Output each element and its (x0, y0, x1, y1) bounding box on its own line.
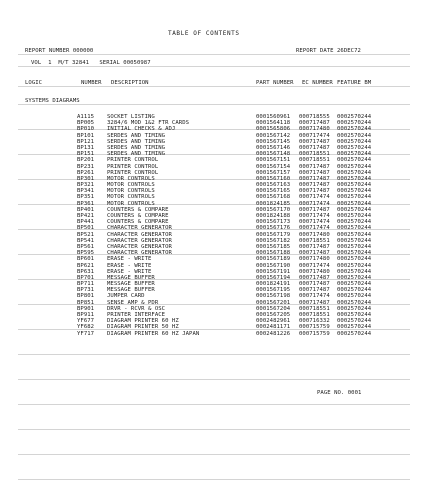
row-number: BP561 (77, 243, 95, 250)
row-ec-number: 000717474 (299, 293, 330, 300)
row-description: CHARACTER GENERATOR (107, 250, 172, 257)
row-ec-number: 000717480 (299, 231, 330, 238)
row-description: ERASE - WRITE (107, 256, 152, 263)
row-feature: 0002570244 (337, 132, 372, 139)
row-feature: 0002570244 (337, 305, 372, 312)
row-feature: 0002570244 (337, 281, 372, 288)
row-feature: 0002570244 (337, 126, 372, 133)
row-description: MOTOR CONTROLS (107, 175, 155, 182)
row-part-number: 0001567179 (256, 231, 291, 238)
row-feature: 0002570244 (337, 175, 372, 182)
row-ec-number: 000717480 (299, 256, 330, 263)
row-description: CHARACTER GENERATOR (107, 225, 172, 232)
row-part-number: 0001567176 (256, 225, 291, 232)
row-number: BP731 (77, 287, 95, 294)
row-ec-number: 000717474 (299, 262, 330, 269)
row-part-number: 0002481171 (256, 324, 291, 331)
row-feature: 0002570244 (337, 163, 372, 170)
row-feature: 0002570244 (337, 299, 372, 306)
row-feature: 0002570244 (337, 157, 372, 164)
row-number: BP851 (77, 299, 95, 306)
row-feature: 0002570244 (337, 182, 372, 189)
row-number: BP261 (77, 169, 95, 176)
row-feature: 0002570244 (337, 268, 372, 275)
row-part-number: 0001567165 (256, 188, 291, 195)
row-description: MOTOR CONTROLS (107, 194, 155, 201)
row-number: BP101 (77, 132, 95, 139)
divider (18, 66, 410, 67)
row-feature: 0002570244 (337, 206, 372, 213)
row-description: PRINTER CONTROL (107, 169, 159, 176)
row-number: BP201 (77, 157, 95, 164)
row-number: BP231 (77, 163, 95, 170)
row-ec-number: 000718555 (299, 114, 330, 120)
row-feature: 0002570244 (337, 237, 372, 244)
row-part-number: 0001567157 (256, 169, 291, 176)
row-number: BP401 (77, 206, 95, 213)
row-number: YF677 (77, 318, 95, 325)
row-number: BP801 (77, 293, 95, 300)
row-description: SERDES AND TIMING (107, 144, 166, 151)
row-feature: 0002570244 (337, 200, 372, 207)
contents-table (0, 114, 422, 337)
row-feature: 0002570244 (337, 262, 372, 269)
divider (18, 54, 410, 55)
row-description: DIAGRAM PRINTER 50 HZ (107, 324, 179, 331)
row-part-number: 0001567170 (256, 206, 291, 213)
row-feature: 0002570244 (337, 144, 372, 151)
row-description: SERDES AND TIMING (107, 132, 166, 139)
row-part-number: 0001567189 (256, 256, 291, 263)
row-feature: 0002570244 (337, 330, 372, 337)
row-description: INITIAL CHECKS & ADJ (107, 126, 176, 133)
row-description: MOTOR CONTROLS (107, 188, 155, 195)
row-ec-number: 000717474 (299, 225, 330, 232)
row-feature: 0002570244 (337, 194, 372, 201)
row-number: YF717 (77, 330, 95, 337)
row-part-number: 0001567195 (256, 287, 291, 294)
row-description: SERDES AND TIMING (107, 151, 166, 158)
row-ec-number: 000717474 (299, 132, 330, 139)
row-ec-number: 000717487 (299, 274, 330, 281)
column-header-description: DESCRIPTION (111, 80, 149, 86)
row-number: BP541 (77, 237, 95, 244)
column-header-logic: LOGIC (25, 80, 43, 86)
row-description: COUNTERS & COMPARE (107, 206, 169, 213)
column-header-number: NUMBER (81, 80, 102, 86)
row-ec-number: 000717487 (299, 206, 330, 213)
row-number: BP901 (77, 305, 95, 312)
divider (18, 104, 410, 105)
row-number: BP151 (77, 151, 95, 158)
row-feature: 0002570244 (337, 225, 372, 232)
row-number: BP341 (77, 188, 95, 195)
row-part-number: 0001567148 (256, 151, 291, 158)
row-part-number: 0001567201 (256, 299, 291, 306)
row-part-number: 0002482961 (256, 318, 291, 325)
row-feature: 0002570244 (337, 114, 372, 120)
row-number: BP361 (77, 200, 95, 207)
row-part-number: 0001567188 (256, 250, 291, 257)
row-ec-number: 000717474 (299, 213, 330, 219)
row-part-number: 0001824185 (256, 200, 291, 207)
row-number: BP701 (77, 274, 95, 281)
row-description: SERDES AND TIMING (107, 138, 166, 145)
row-part-number: 0001567173 (256, 219, 291, 226)
row-number: BP301 (77, 175, 95, 182)
row-part-number: 0001567190 (256, 262, 291, 269)
row-ec-number: 000717487 (299, 250, 330, 257)
row-number: YF682 (77, 324, 95, 331)
row-part-number: 0001567198 (256, 293, 291, 300)
section-heading: SYSTEMS DIAGRAMS (25, 98, 80, 104)
row-number: BP441 (77, 219, 95, 226)
row-part-number: 0001567160 (256, 175, 291, 182)
divider (18, 429, 410, 430)
row-ec-number: 000715759 (299, 330, 330, 337)
row-number: BP501 (77, 225, 95, 232)
row-ec-number: 000717487 (299, 243, 330, 250)
row-ec-number: 000717480 (299, 268, 330, 275)
row-ec-number: 000717487 (299, 169, 330, 176)
report-date: REPORT DATE 26DEC72 (296, 48, 361, 54)
row-description: PRINTER CONTROL (107, 163, 159, 170)
row-ec-number: 000717487 (299, 182, 330, 189)
row-ec-number: 000717487 (299, 281, 330, 288)
row-description: PRINTER INTERFACE (107, 312, 166, 318)
row-description: CHARACTER GENERATOR (107, 237, 172, 244)
row-feature: 0002570244 (337, 169, 372, 176)
row-number: BP711 (77, 281, 95, 288)
row-number: BP911 (77, 312, 95, 318)
row-feature: 0002570244 (337, 138, 372, 145)
row-ec-number: 000717480 (299, 126, 330, 133)
row-feature: 0002570244 (337, 318, 372, 325)
row-description: ERASE - WRITE (107, 262, 152, 269)
divider (18, 454, 410, 455)
divider (18, 404, 410, 405)
row-description: COUNTERS & COMPARE (107, 213, 169, 219)
row-ec-number: 000717487 (299, 175, 330, 182)
column-header-ec-number: EC NUMBER (302, 80, 333, 86)
row-part-number: 0001567146 (256, 144, 291, 151)
row-description: 3284/6 MOD 1&2 FTR CARDS (107, 120, 190, 127)
row-number: BP321 (77, 182, 95, 189)
row-ec-number: 000715759 (299, 324, 330, 331)
row-number: BP010 (77, 126, 95, 133)
row-description: DRVR - RCVR & OSC (107, 305, 166, 312)
column-header-part-number: PART NUMBER (256, 80, 294, 86)
row-description: CHARACTER GENERATOR (107, 243, 172, 250)
row-part-number: 0001567168 (256, 194, 291, 201)
row-ec-number: 000717487 (299, 120, 330, 127)
table-row (0, 331, 422, 337)
row-feature: 0002570244 (337, 120, 372, 127)
row-ec-number: 000717487 (299, 299, 330, 306)
row-description: SOCKET LISTING (107, 114, 155, 120)
row-ec-number: 000717487 (299, 163, 330, 170)
row-feature: 0002570244 (337, 274, 372, 281)
row-part-number: 0001567154 (256, 163, 291, 170)
row-description: JUMPER CARD (107, 293, 145, 300)
row-ec-number: 000716332 (299, 318, 330, 325)
row-number: BP131 (77, 144, 95, 151)
divider (18, 379, 410, 380)
row-description: CHARACTER GENERATOR (107, 231, 172, 238)
page-number: PAGE NO. 0001 (317, 390, 362, 396)
row-number: BP631 (77, 268, 95, 275)
row-description: ERASE - WRITE (107, 268, 152, 275)
row-part-number: 0001567185 (256, 243, 291, 250)
divider (18, 479, 410, 480)
row-number: A1115 (77, 114, 95, 120)
row-ec-number: 000717474 (299, 200, 330, 207)
row-ec-number: 000718551 (299, 157, 330, 164)
row-description: MOTOR CONTROLS (107, 182, 155, 189)
row-part-number: 0001567151 (256, 157, 291, 164)
row-ec-number: 000718551 (299, 305, 330, 312)
row-part-number: 0001567163 (256, 182, 291, 189)
row-number: BP621 (77, 262, 95, 269)
row-feature: 0002570244 (337, 213, 372, 219)
divider (18, 86, 410, 87)
row-ec-number: 000718551 (299, 312, 330, 318)
row-description: SENSE AMP & PDR (107, 299, 159, 306)
row-feature: 0002570244 (337, 312, 372, 318)
row-description: DIAGRAM PRINTER 60 HZ JAPAN (107, 330, 200, 337)
row-description: PRINTER CONTROL (107, 157, 159, 164)
row-part-number: 0001567182 (256, 237, 291, 244)
row-feature: 0002570244 (337, 219, 372, 226)
row-number: BP121 (77, 138, 95, 145)
row-description: COUNTERS & COMPARE (107, 219, 169, 226)
row-part-number: 0001824191 (256, 281, 291, 288)
column-header-feature: FEATURE BM (337, 80, 372, 86)
row-description: DIAGRAM PRINTER 60 HZ (107, 318, 179, 325)
row-feature: 0002570244 (337, 256, 372, 263)
row-number: BP351 (77, 194, 95, 201)
report-number: REPORT NUMBER 000000 (25, 48, 94, 54)
row-feature: 0002570244 (337, 151, 372, 158)
row-part-number: 0001824188 (256, 213, 291, 219)
row-description: MOTOR CONTROLS (107, 200, 155, 207)
row-part-number: 0001567194 (256, 274, 291, 281)
row-ec-number: 000717487 (299, 144, 330, 151)
row-ec-number: 000717487 (299, 287, 330, 294)
row-part-number: 0001567145 (256, 138, 291, 145)
row-feature: 0002570244 (337, 188, 372, 195)
page-title: TABLE OF CONTENTS (168, 30, 240, 37)
row-part-number: 0001567205 (256, 312, 291, 318)
row-feature: 0002570244 (337, 324, 372, 331)
row-number: BP005 (77, 120, 95, 127)
row-ec-number: 000717474 (299, 194, 330, 201)
row-feature: 0002570244 (337, 287, 372, 294)
row-part-number: 0001567191 (256, 268, 291, 275)
row-feature: 0002570244 (337, 231, 372, 238)
row-number: BP601 (77, 256, 95, 263)
row-ec-number: 000717487 (299, 138, 330, 145)
row-description: MESSAGE BUFFER (107, 287, 155, 294)
row-part-number: 0002481226 (256, 330, 291, 337)
row-part-number: 0001567142 (256, 132, 291, 139)
row-number: BP421 (77, 213, 95, 219)
row-ec-number: 000718551 (299, 237, 330, 244)
row-description: MESSAGE BUFFER (107, 281, 155, 288)
row-part-number: 0001565806 (256, 126, 291, 133)
row-feature: 0002570244 (337, 243, 372, 250)
divider (18, 354, 410, 355)
row-feature: 0002570244 (337, 293, 372, 300)
volume-line: VOL 1 M/T 32841 SERIAL 00050987 (31, 60, 151, 66)
row-ec-number: 000717474 (299, 219, 330, 226)
row-part-number: 0001564118 (256, 120, 291, 127)
row-feature: 0002570244 (337, 250, 372, 257)
row-ec-number: 000718551 (299, 151, 330, 158)
row-ec-number: 000717487 (299, 188, 330, 195)
row-number: BP595 (77, 250, 95, 257)
row-number: BP521 (77, 231, 95, 238)
row-part-number: 0001567204 (256, 305, 291, 312)
row-description: MESSAGE BUFFER (107, 274, 155, 281)
row-part-number: 0001560961 (256, 114, 291, 120)
